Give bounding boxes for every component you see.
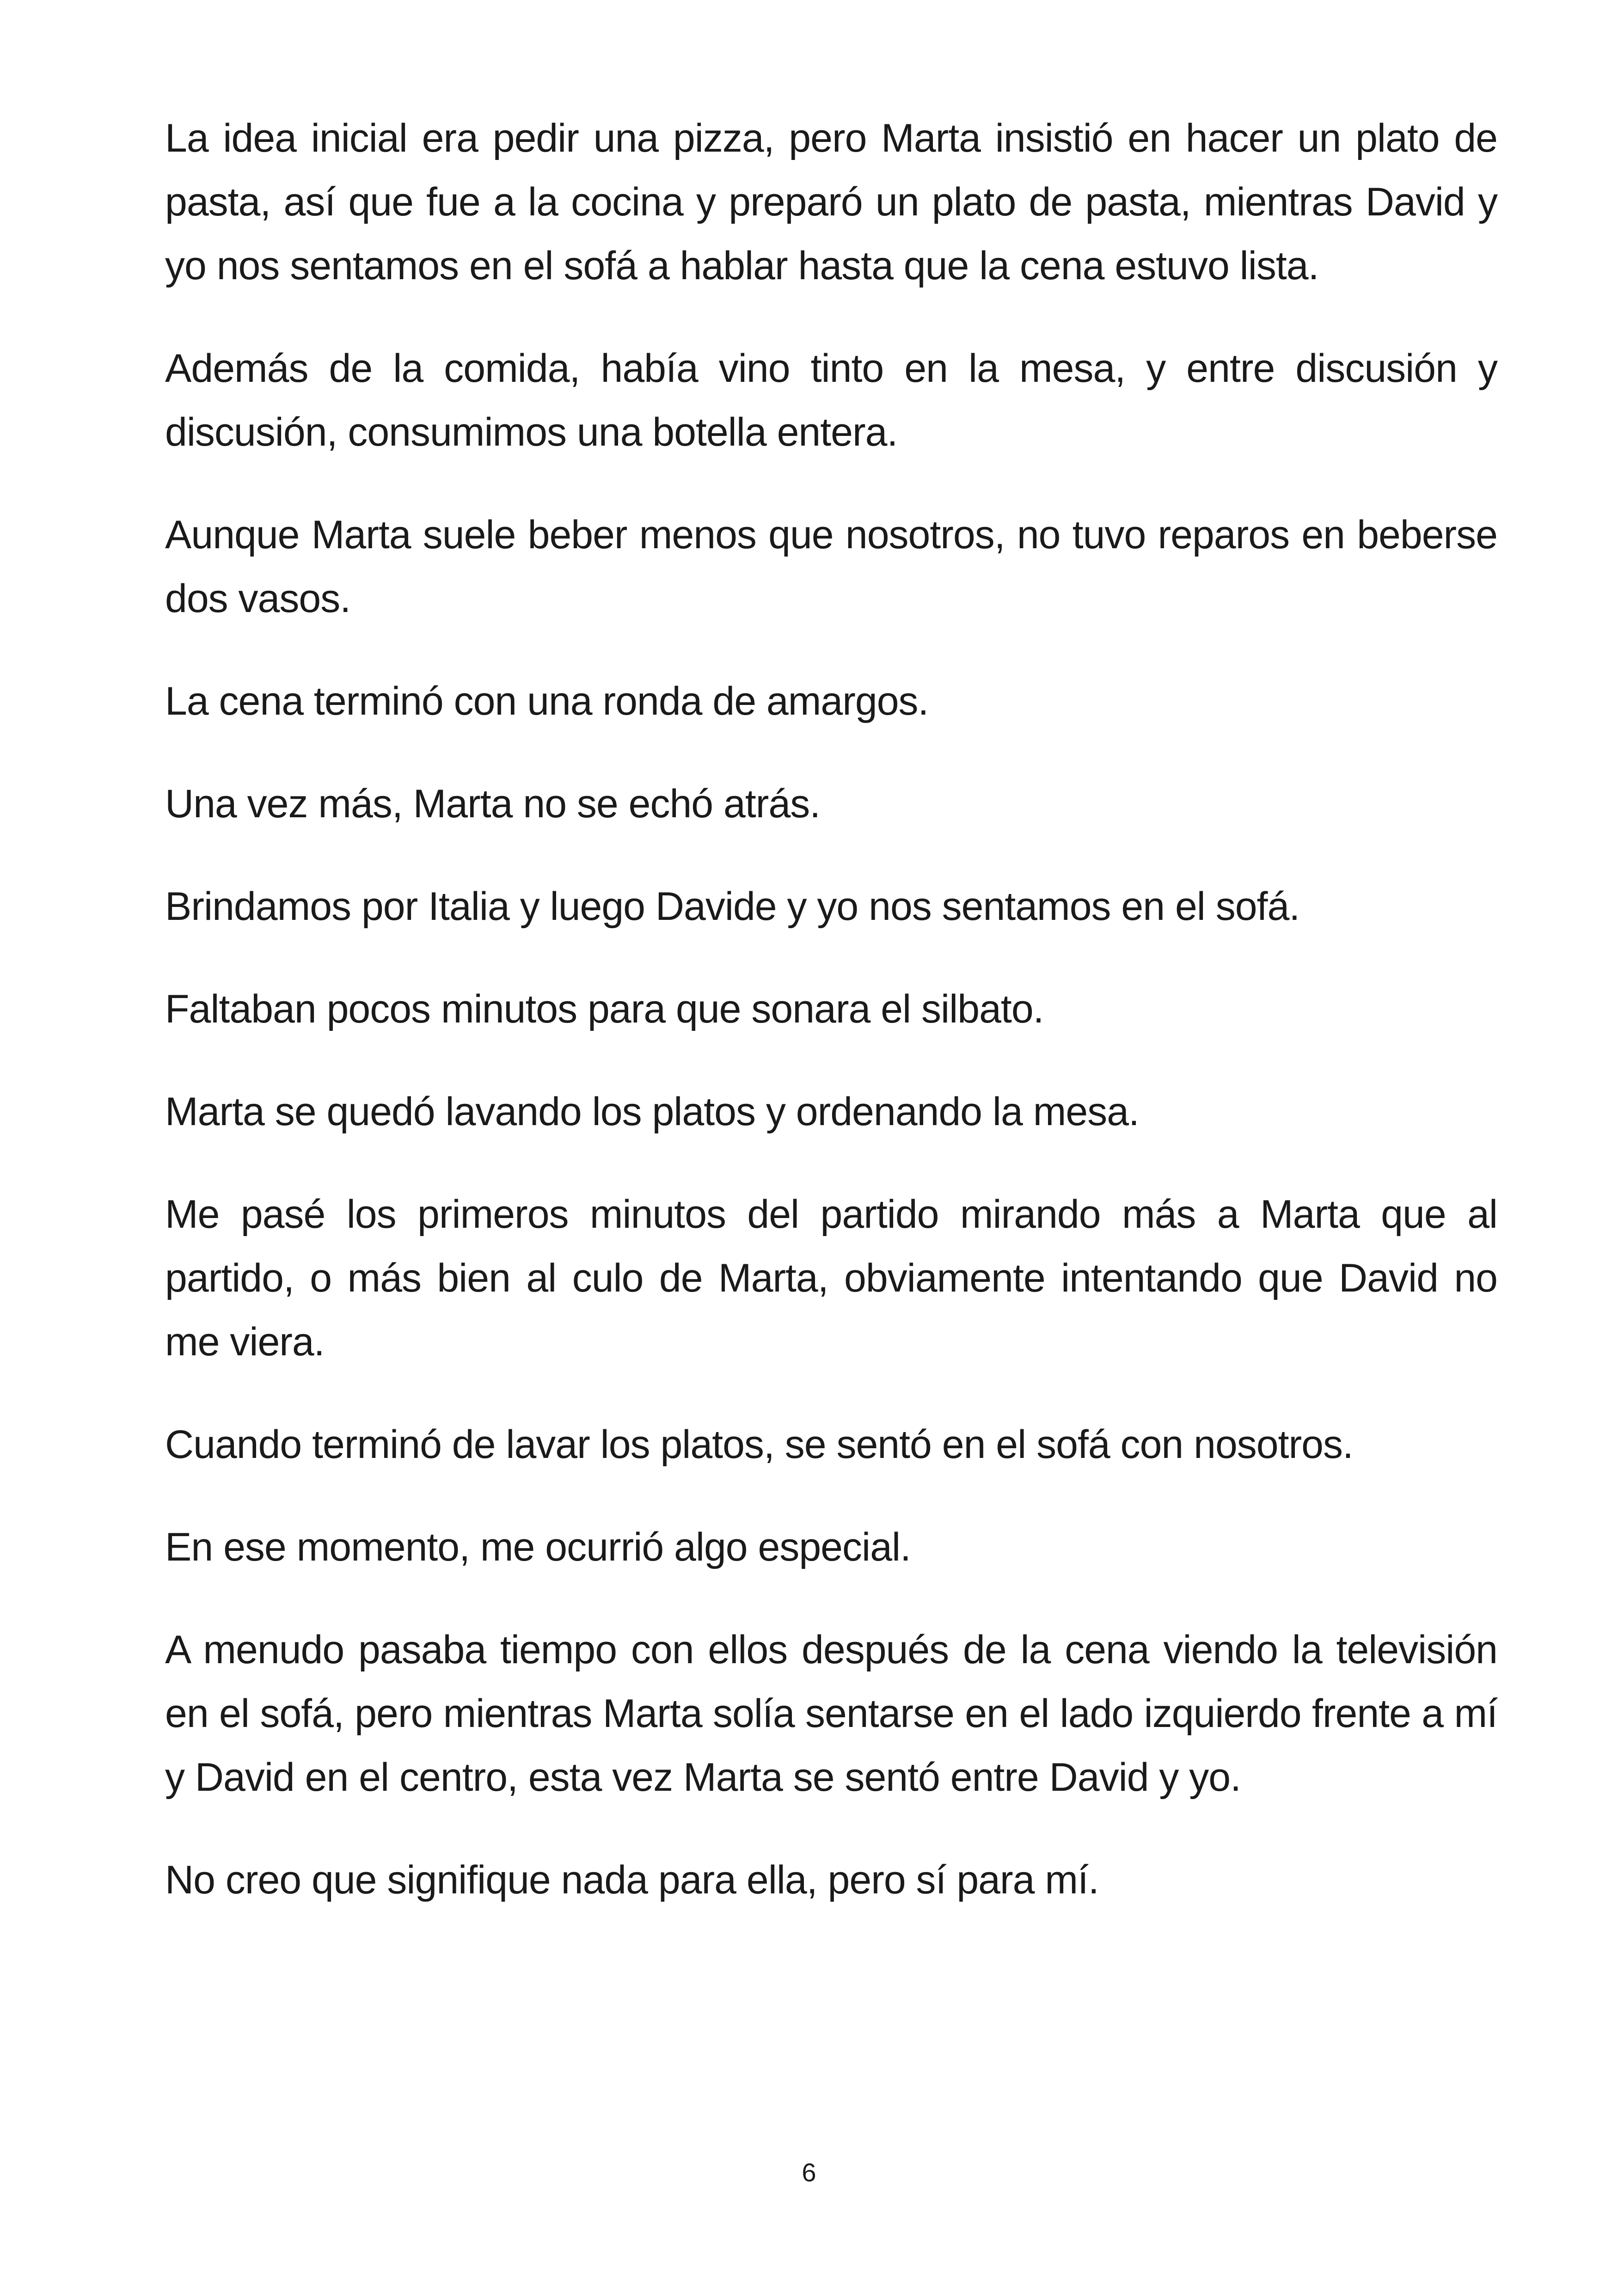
body-text: [165, 106, 1497, 1951]
paragraph: Me pasé los primeros minutos del partido mirando más a Marta que al partido, o más bien al culo de Marta, obviamente intentando que David no me viera.: [165, 1192, 1497, 1364]
paragraph: En ese momento, me ocurrió algo especial.: [165, 1525, 911, 1569]
page-number: 6: [802, 2158, 816, 2187]
paragraph: La idea inicial era pedir una pizza, pero Marta insistió en hacer un plato de pasta, así que fue a la cocina y preparó un plato de pasta, mientras David y yo nos sentamos en el sofá a hablar hasta que la cena estuvo lista.: [165, 116, 1497, 288]
paragraph: A menudo pasaba tiempo con ellos después de la cena viendo la televisión en el sofá, pero mientras Marta solía sentarse en el lado izquierdo frente a mí y David en el centro, esta vez Marta se sentó entre David y yo.: [165, 1628, 1497, 1800]
paragraph: Cuando terminó de lavar los platos, se sentó en el sofá con nosotros.: [165, 1422, 1353, 1467]
paragraph: Una vez más, Marta no se echó atrás.: [165, 782, 821, 826]
paragraph: Brindamos por Italia y luego Davide y yo nos sentamos en el sofá.: [165, 884, 1300, 929]
paragraph: La cena terminó con una ronda de amargos.: [165, 679, 929, 723]
paragraph: Además de la comida, había vino tinto en la mesa, y entre discusión y discusión, consumimos una botella entera.: [165, 346, 1497, 454]
paragraph: Faltaban pocos minutos para que sonara el silbato.: [165, 987, 1044, 1031]
paragraph: Marta se quedó lavando los platos y ordenando la mesa.: [165, 1090, 1139, 1134]
paragraph: No creo que signifique nada para ella, pero sí para mí.: [165, 1858, 1099, 1902]
paragraph: Aunque Marta suele beber menos que nosotros, no tuvo reparos en beberse dos vasos.: [165, 513, 1497, 621]
